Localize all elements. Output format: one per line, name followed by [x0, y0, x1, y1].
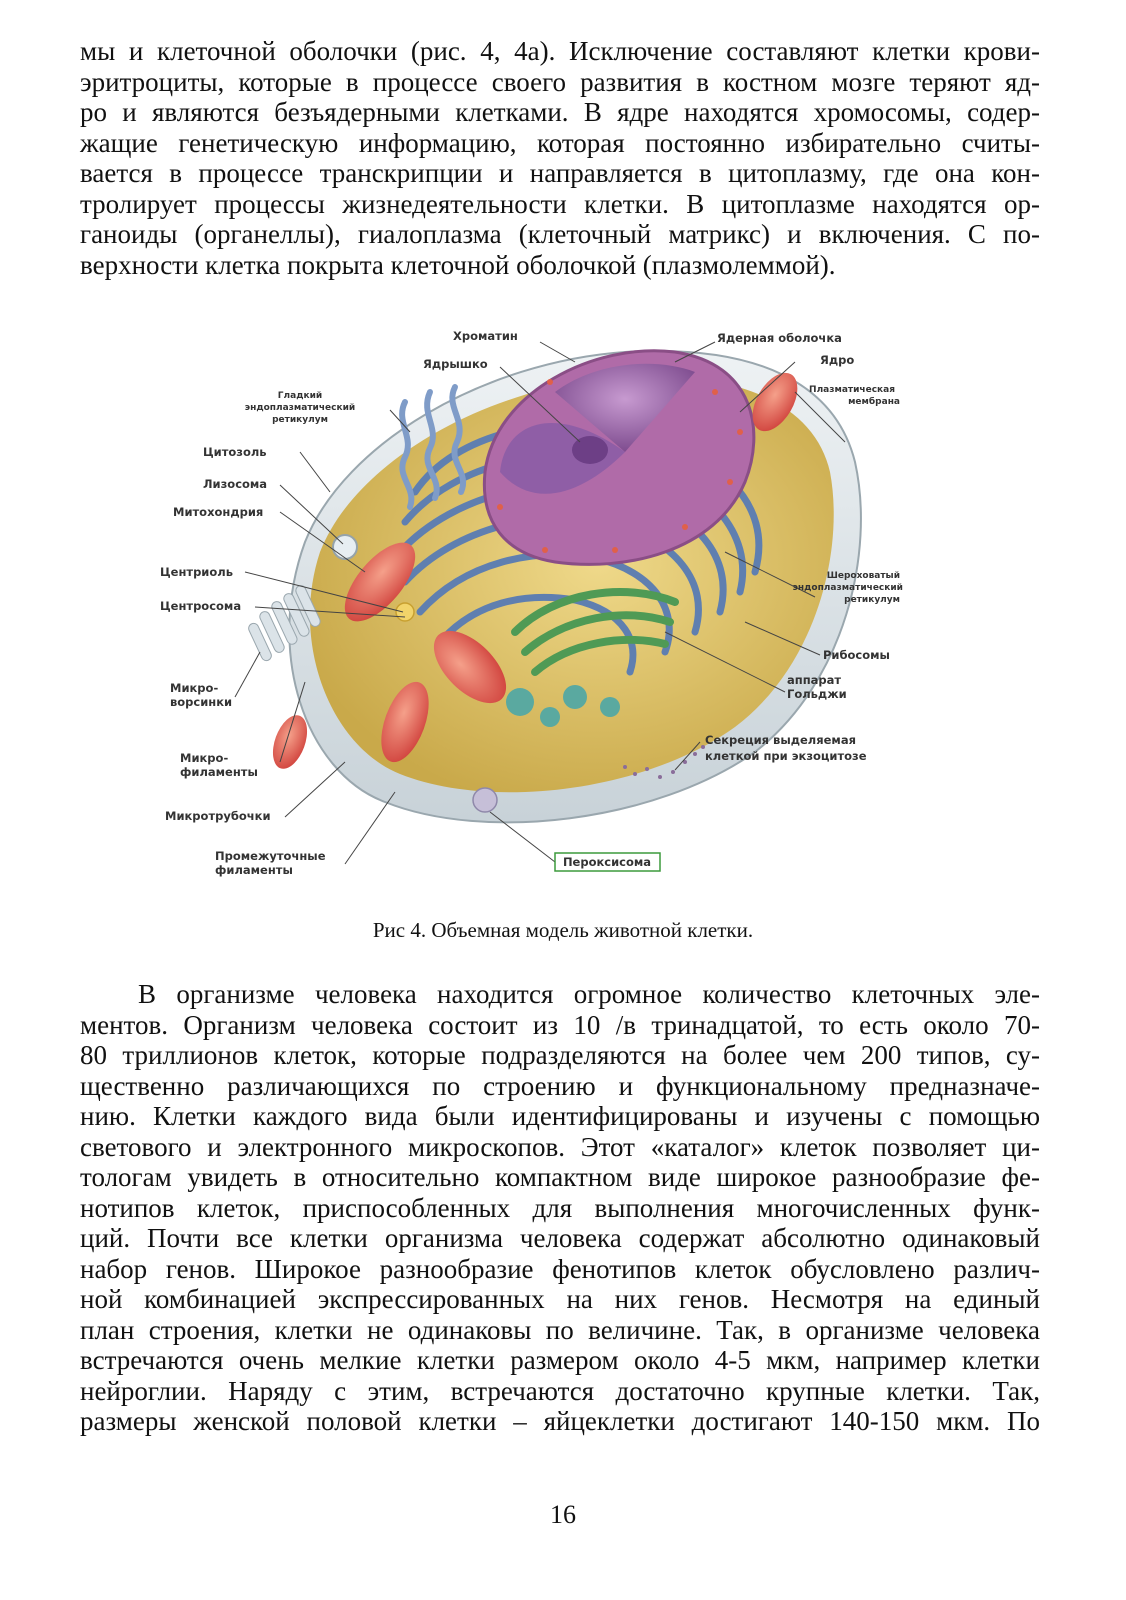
- text-line: вается в процессе транскрипции и направляется в цитоплазму, где она кон-: [80, 158, 1040, 188]
- text-line: ганоиды (органеллы), гиалоплазма (клеточный матрикс) и включения. С по-: [80, 219, 1040, 249]
- text-line: ной комбинацией экспрессированных на них генов. Несмотря на единый: [80, 1284, 1040, 1314]
- text-line: мы и клеточной оболочки (рис. 4, 4а). Исключение составляют клетки крови-: [80, 36, 1040, 66]
- text-line: нию. Клетки каждого вида были идентифицированы и изучены с помощью: [80, 1101, 1040, 1131]
- text-line: жащие генетическую информацию, которая постоянно избирательно считы-: [80, 127, 1040, 158]
- text-line: эритроциты, которые в процессе своего развития в костном мозге теряют яд-: [80, 66, 1040, 97]
- label-microvilli-2: ворсинки: [170, 695, 233, 709]
- cell-diagram: [155, 322, 991, 890]
- label-secretion-1: Секреция выделяемая: [705, 733, 856, 747]
- label-smooth-er-2: эндоплазматический: [244, 403, 356, 413]
- figure-caption: Рис 4. Объемная модель животной клетки.: [372, 918, 754, 942]
- label-nuclear-envelope: Ядерная оболочка: [717, 331, 842, 345]
- label-cytosol: Цитозоль: [203, 445, 267, 459]
- text-line: встречаются очень мелкие клетки размером около 4-5 мкм, например клетки: [80, 1345, 1040, 1375]
- label-microtubules: Микротрубочки: [165, 809, 271, 823]
- label-rough-er-1: Шероховатый: [826, 571, 900, 581]
- label-nucleolus: Ядрышко: [423, 357, 488, 371]
- text-line: план строения, клетки не одинаковы по величине. Так, в организме человека: [80, 1314, 1040, 1345]
- label-plasma-membrane-1: Плазматическая: [809, 385, 895, 395]
- cell-model-figure: [155, 322, 991, 890]
- peroxisome-label-box: [555, 853, 660, 871]
- label-golgi-1: аппарат: [787, 673, 842, 687]
- label-peroxisome: Пероксисома: [562, 855, 652, 869]
- text-line: верхности клетка покрыта клеточной оболочкой (плазмолеммой).: [80, 249, 836, 280]
- text-line: ций. Почти все клетки организма человека содержат абсолютно одинаковый: [80, 1223, 1040, 1253]
- label-microvilli-1: Микро-: [170, 681, 219, 695]
- text-line: тологам увидеть в относительно компактном виде широкое разнообразие фе-: [80, 1162, 1040, 1192]
- text-line: размеры женской половой клетки – яйцеклетки достигают 140-150 мкм. По: [80, 1406, 1040, 1436]
- label-intermediate-filaments-2: филаменты: [215, 863, 293, 877]
- text-line: 80 триллионов клеток, которые подразделяются на более чем 200 типов, су-: [80, 1040, 1040, 1070]
- text-line: щественно различающихся по строению и функциональному предназначе-: [80, 1070, 1040, 1101]
- top-paragraph: [80, 36, 1040, 280]
- label-smooth-er-1: Гладкий: [277, 391, 323, 401]
- label-microfilaments-1: Микро-: [180, 751, 229, 765]
- label-rough-er-2: эндоплазматический: [792, 583, 903, 593]
- bottom-paragraph: [80, 979, 1040, 1437]
- label-lysosome: Лизосома: [203, 477, 268, 491]
- text-line: светового и электронного микроскопов. Этот «каталог» клеток позволяет ци-: [80, 1131, 1040, 1162]
- label-mitochondrion: Митохондрия: [173, 505, 264, 519]
- centrosome: [396, 603, 414, 621]
- text-line: ментов. Организм человека состоит из 10 /в тринадцатой, то есть около 70-: [80, 1009, 1040, 1040]
- label-golgi-2: Гольджи: [787, 687, 847, 701]
- label-intermediate-filaments-1: Промежуточные: [215, 849, 326, 863]
- text-line: тролирует процессы жизнедеятельности клетки. В цитоплазме находятся ор-: [80, 188, 1040, 219]
- page-number: 16: [550, 1500, 576, 1529]
- text-line: нейроглии. Наряду с этим, встречаются достаточно крупные клетки. Так,: [80, 1375, 1040, 1406]
- label-nucleus: Ядро: [820, 353, 855, 367]
- label-ribosomes: Рибосомы: [823, 648, 890, 662]
- label-centriole: Центриоль: [160, 565, 233, 579]
- label-secretion-2: клеткой при экзоцитозе: [705, 749, 867, 763]
- text-line: набор генов. Широкое разнообразие фенотипов клеток обусловлено различ-: [80, 1253, 1040, 1284]
- label-plasma-membrane-2: мембрана: [848, 397, 900, 407]
- text-line: ро и являются безъядерными клетками. В ядре находятся хромосомы, содер-: [80, 97, 1040, 127]
- peroxisome: [473, 788, 497, 812]
- label-smooth-er-3: ретикулум: [272, 415, 328, 425]
- label-rough-er-3: ретикулум: [844, 595, 900, 605]
- label-chromatin: Хроматин: [453, 329, 518, 343]
- text-line: В организме человека находится огромное количество клеточных эле-: [138, 979, 1040, 1009]
- label-microfilaments-2: филаменты: [180, 765, 258, 779]
- text-line: нотипов клеток, приспособленных для выполнения многочисленных функ-: [80, 1192, 1040, 1223]
- label-centrosome: Центросома: [160, 599, 242, 613]
